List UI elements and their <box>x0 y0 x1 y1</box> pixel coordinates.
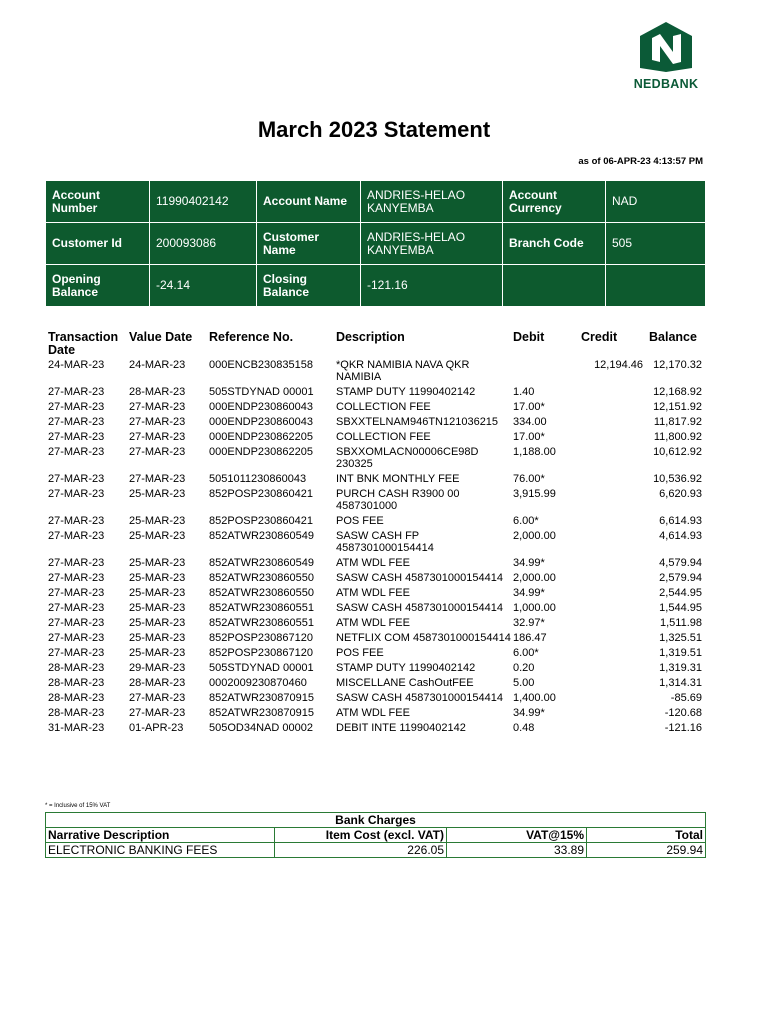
transaction-date: 28-MAR-23 <box>48 662 105 674</box>
debit <box>513 359 581 386</box>
transaction-date: 27-MAR-23 <box>48 386 105 398</box>
balance: 2,579.94 <box>659 572 702 584</box>
col-header-reference: Reference No. <box>209 330 294 344</box>
transaction-row <box>48 632 708 647</box>
transaction-row <box>48 488 708 515</box>
reference-no: 505OD34NAD 00002 <box>209 722 313 734</box>
account-info-table <box>45 180 706 307</box>
closing-balance-label: Closing Balance <box>257 265 361 307</box>
balance: 6,620.93 <box>659 488 702 500</box>
transaction-row <box>48 647 708 662</box>
charges-header-narrative: Narrative Description <box>46 828 275 843</box>
branch-code-label: Branch Code <box>503 223 606 265</box>
reference-no: 852ATWR230860551 <box>209 617 314 629</box>
value-date: 27-MAR-23 <box>129 446 186 458</box>
as-of-timestamp: as of 06-APR-23 4:13:57 PM <box>578 156 703 167</box>
credit <box>581 707 649 722</box>
account-info-row <box>46 181 706 223</box>
value-date: 27-MAR-23 <box>129 692 186 704</box>
debit: 34.99* <box>513 587 545 599</box>
transaction-row <box>48 386 708 401</box>
customer-name: ANDRIES-HELAO KANYEMBA <box>361 223 503 265</box>
transaction-row <box>48 530 708 557</box>
description: ATM WDL FEE <box>336 587 410 599</box>
balance: 1,319.31 <box>659 662 702 674</box>
debit: 0.48 <box>513 722 535 734</box>
reference-no: 000ENCB230835158 <box>209 359 313 371</box>
debit: 5.00 <box>513 677 535 689</box>
customer-id-label: Customer Id <box>46 223 150 265</box>
value-date: 27-MAR-23 <box>129 431 186 443</box>
transaction-date: 27-MAR-23 <box>48 401 105 413</box>
description: SBXXTELNAM946TN121036215 <box>336 416 499 428</box>
transaction-row <box>48 587 708 602</box>
bank-charges-header-row <box>46 828 706 843</box>
col-header-description: Description <box>336 330 405 344</box>
value-date: 25-MAR-23 <box>129 557 186 569</box>
customer-name-label: Customer Name <box>257 223 361 265</box>
transaction-date: 27-MAR-23 <box>48 557 105 569</box>
debit: 17.00* <box>513 401 545 413</box>
transaction-date: 27-MAR-23 <box>48 617 105 629</box>
balance: 11,800.92 <box>653 431 702 443</box>
balance: 10,612.92 <box>653 446 702 458</box>
transaction-row <box>48 431 708 446</box>
credit <box>581 386 649 401</box>
debit: 2,000.00 <box>513 572 556 584</box>
account-currency-label: Account Currency <box>503 181 606 223</box>
account-number-label: Account Number <box>46 181 150 223</box>
reference-no: 000ENDP230862205 <box>209 446 313 458</box>
transaction-date: 27-MAR-23 <box>48 632 105 644</box>
transaction-row <box>48 359 708 386</box>
bank-charges-table <box>45 812 706 858</box>
value-date: 27-MAR-23 <box>129 401 186 413</box>
reference-no: 000ENDP230860043 <box>209 416 313 428</box>
description: SASW CASH 4587301000154414 <box>336 692 503 704</box>
value-date: 25-MAR-23 <box>129 515 186 527</box>
reference-no: 852POSP230860421 <box>209 515 313 527</box>
balance: 12,151.92 <box>653 401 702 413</box>
credit <box>581 530 649 557</box>
debit: 6.00* <box>513 647 539 659</box>
account-currency: NAD <box>606 181 706 223</box>
transaction-row <box>48 602 708 617</box>
bank-charges-title: Bank Charges <box>46 813 706 828</box>
credit <box>581 647 649 662</box>
empty-cell <box>606 265 706 307</box>
value-date: 25-MAR-23 <box>129 647 186 659</box>
balance: -120.68 <box>664 707 702 719</box>
transaction-date: 28-MAR-23 <box>48 707 105 719</box>
credit <box>581 587 649 602</box>
col-header-value-date: Value Date <box>129 330 193 344</box>
transactions-header-row <box>48 331 708 359</box>
value-date: 25-MAR-23 <box>129 488 186 500</box>
reference-no: 852ATWR230870915 <box>209 707 314 719</box>
reference-no: 852POSP230860421 <box>209 488 313 500</box>
balance: 4,614.93 <box>659 530 702 542</box>
charges-header-total: Total <box>587 828 706 843</box>
balance: 1,319.51 <box>659 647 702 659</box>
value-date: 27-MAR-23 <box>129 707 186 719</box>
credit <box>581 602 649 617</box>
balance: 10,536.92 <box>653 473 702 485</box>
debit: 1,400.00 <box>513 692 556 704</box>
value-date: 25-MAR-23 <box>129 602 186 614</box>
transaction-date: 27-MAR-23 <box>48 572 105 584</box>
value-date: 25-MAR-23 <box>129 572 186 584</box>
charges-header-vat: VAT@15% <box>447 828 587 843</box>
credit <box>581 557 649 572</box>
credit <box>581 488 649 515</box>
transaction-row <box>48 416 708 431</box>
description: ATM WDL FEE <box>336 707 410 719</box>
description: POS FEE <box>336 647 384 659</box>
transaction-row <box>48 401 708 416</box>
charges-vat: 33.89 <box>447 843 587 858</box>
balance: 12,168.92 <box>653 386 702 398</box>
charges-header-item-cost: Item Cost (excl. VAT) <box>275 828 447 843</box>
credit <box>581 416 649 431</box>
reference-no: 852ATWR230860550 <box>209 572 314 584</box>
closing-balance: -121.16 <box>361 265 503 307</box>
transaction-date: 27-MAR-23 <box>48 602 105 614</box>
bank-charges-title-row <box>46 813 706 828</box>
balance: 1,314.31 <box>659 677 702 689</box>
account-number: 11990402142 <box>150 181 257 223</box>
debit: 32.97* <box>513 617 545 629</box>
debit: 1,188.00 <box>513 446 556 458</box>
transaction-date: 27-MAR-23 <box>48 431 105 443</box>
reference-no: 852ATWR230860551 <box>209 602 314 614</box>
reference-no: 852ATWR230860549 <box>209 530 314 542</box>
description: SASW CASH FP 4587301000154414 <box>336 530 434 554</box>
transaction-date: 27-MAR-23 <box>48 587 105 599</box>
vat-footnote: * = Inclusive of 15% VAT <box>45 803 111 809</box>
reference-no: 505STDYNAD 00001 <box>209 662 314 674</box>
description: ATM WDL FEE <box>336 557 410 569</box>
balance: 4,579.94 <box>659 557 702 569</box>
transaction-row <box>48 722 708 737</box>
transaction-date: 27-MAR-23 <box>48 647 105 659</box>
transaction-date: 27-MAR-23 <box>48 416 105 428</box>
balance: -85.69 <box>670 692 702 704</box>
description: SASW CASH 4587301000154414 <box>336 602 503 614</box>
transaction-date: 27-MAR-23 <box>48 488 105 500</box>
charges-total: 259.94 <box>587 843 706 858</box>
credit <box>581 722 649 737</box>
debit: 0.20 <box>513 662 535 674</box>
brand-name: NEDBANK <box>633 77 699 91</box>
debit: 6.00* <box>513 515 539 527</box>
debit: 2,000.00 <box>513 530 556 542</box>
description: SBXXOMLACN00006CE98D 230325 <box>336 446 479 470</box>
bank-charges-row <box>46 843 706 858</box>
transaction-date: 28-MAR-23 <box>48 692 105 704</box>
transaction-date: 31-MAR-23 <box>48 722 105 734</box>
reference-no: 0002009230870460 <box>209 677 307 689</box>
credit <box>581 692 649 707</box>
account-info-row <box>46 223 706 265</box>
credit <box>581 431 649 446</box>
reference-no: 852ATWR230870915 <box>209 692 314 704</box>
reference-no: 000ENDP230862205 <box>209 431 313 443</box>
nedbank-emblem-icon <box>640 22 692 72</box>
col-header-balance: Balance <box>649 330 697 344</box>
transaction-date: 24-MAR-23 <box>48 359 105 371</box>
value-date: 25-MAR-23 <box>129 587 186 599</box>
value-date: 27-MAR-23 <box>129 416 186 428</box>
transaction-row <box>48 446 708 473</box>
reference-no: 852POSP230867120 <box>209 647 313 659</box>
description: SASW CASH 4587301000154414 <box>336 572 503 584</box>
col-header-transaction-date: Transaction Date <box>48 330 119 357</box>
transaction-date: 27-MAR-23 <box>48 515 105 527</box>
debit: 34.99* <box>513 557 545 569</box>
reference-no: 852ATWR230860549 <box>209 557 314 569</box>
description: STAMP DUTY 11990402142 <box>336 386 476 398</box>
opening-balance-label: Opening Balance <box>46 265 150 307</box>
debit: 1,000.00 <box>513 602 556 614</box>
account-name: ANDRIES-HELAO KANYEMBA <box>361 181 503 223</box>
debit: 186.47 <box>513 632 547 644</box>
empty-cell <box>503 265 606 307</box>
reference-no: 852ATWR230860550 <box>209 587 314 599</box>
description: POS FEE <box>336 515 384 527</box>
value-date: 25-MAR-23 <box>129 617 186 629</box>
charges-narrative: ELECTRONIC BANKING FEES <box>46 843 275 858</box>
transaction-row <box>48 473 708 488</box>
transaction-row <box>48 557 708 572</box>
description: INT BNK MONTHLY FEE <box>336 473 460 485</box>
description: COLLECTION FEE <box>336 401 431 413</box>
credit: 12,194.46 <box>594 359 643 371</box>
description: MISCELLANE CashOutFEE <box>336 677 474 689</box>
col-header-credit: Credit <box>581 330 618 344</box>
transaction-row <box>48 617 708 632</box>
credit <box>581 515 649 530</box>
transactions-table <box>48 331 708 737</box>
debit: 17.00* <box>513 431 545 443</box>
transaction-date: 27-MAR-23 <box>48 473 105 485</box>
account-info-row <box>46 265 706 307</box>
transaction-row <box>48 515 708 530</box>
page-title: March 2023 Statement <box>257 117 491 142</box>
reference-no: 505STDYNAD 00001 <box>209 386 314 398</box>
balance: 1,325.51 <box>659 632 702 644</box>
value-date: 25-MAR-23 <box>129 632 186 644</box>
balance: 1,511.98 <box>659 617 702 629</box>
transaction-date: 27-MAR-23 <box>48 446 105 458</box>
transaction-row <box>48 707 708 722</box>
branch-code: 505 <box>606 223 706 265</box>
description: *QKR NAMIBIA NAVA QKR NAMIBIA <box>336 359 470 383</box>
debit: 76.00* <box>513 473 545 485</box>
transaction-row <box>48 662 708 677</box>
value-date: 24-MAR-23 <box>129 359 186 371</box>
credit <box>581 446 649 473</box>
col-header-debit: Debit <box>513 330 545 344</box>
debit: 1.40 <box>513 386 535 398</box>
transaction-row <box>48 572 708 587</box>
value-date: 27-MAR-23 <box>129 473 186 485</box>
value-date: 25-MAR-23 <box>129 530 186 542</box>
transaction-date: 27-MAR-23 <box>48 530 105 542</box>
transactions-body <box>48 359 708 737</box>
debit: 34.99* <box>513 707 545 719</box>
balance: 11,817.92 <box>653 416 702 428</box>
credit <box>581 617 649 632</box>
credit <box>581 473 649 488</box>
description: NETFLIX COM 4587301000154414 <box>336 632 511 644</box>
account-name-label: Account Name <box>257 181 361 223</box>
reference-no: 5051011230860043 <box>209 473 307 485</box>
value-date: 28-MAR-23 <box>129 386 186 398</box>
opening-balance: -24.14 <box>150 265 257 307</box>
description: COLLECTION FEE <box>336 431 431 443</box>
balance: 1,544.95 <box>659 602 702 614</box>
value-date: 29-MAR-23 <box>129 662 186 674</box>
credit <box>581 662 649 677</box>
transaction-date: 28-MAR-23 <box>48 677 105 689</box>
debit: 3,915.99 <box>513 488 556 500</box>
credit <box>581 632 649 647</box>
value-date: 28-MAR-23 <box>129 677 186 689</box>
credit <box>581 572 649 587</box>
description: PURCH CASH R3900 00 4587301000 <box>336 488 460 512</box>
balance: 2,544.95 <box>659 587 702 599</box>
transaction-row <box>48 677 708 692</box>
reference-no: 852POSP230867120 <box>209 632 313 644</box>
charges-item-cost: 226.05 <box>275 843 447 858</box>
credit <box>581 677 649 692</box>
reference-no: 000ENDP230860043 <box>209 401 313 413</box>
description: STAMP DUTY 11990402142 <box>336 662 476 674</box>
description: DEBIT INTE 11990402142 <box>336 722 466 734</box>
transaction-row <box>48 692 708 707</box>
nedbank-logo <box>626 22 706 94</box>
customer-id: 200093086 <box>150 223 257 265</box>
balance: 12,170.32 <box>653 359 702 371</box>
balance: 6,614.93 <box>659 515 702 527</box>
value-date: 01-APR-23 <box>129 722 184 734</box>
description: ATM WDL FEE <box>336 617 410 629</box>
debit: 334.00 <box>513 416 547 428</box>
credit <box>581 401 649 416</box>
balance: -121.16 <box>664 722 702 734</box>
